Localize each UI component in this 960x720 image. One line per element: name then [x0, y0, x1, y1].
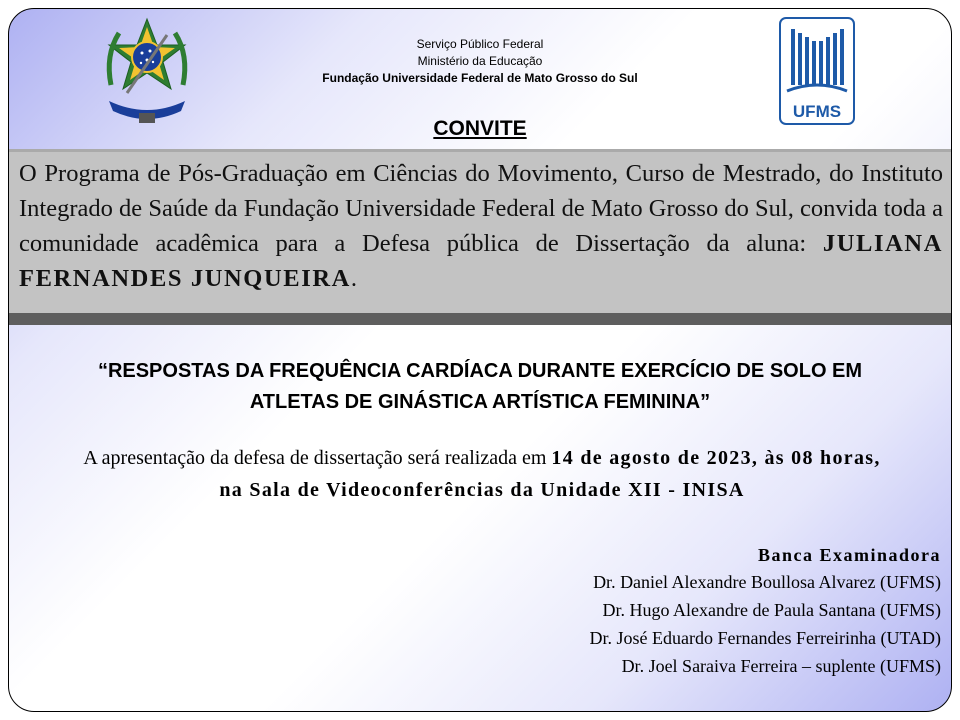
board-member: Dr. Daniel Alexandre Boullosa Alvarez (UFMS) [593, 572, 941, 592]
title-line-2: ATLETAS DE GINÁSTICA ARTÍSTICA FEMININA” [249, 391, 711, 413]
board-member: Dr. Joel Saraiva Ferreira – suplente (UFMS) [621, 656, 941, 676]
board-member: Dr. Hugo Alexandre de Paula Santana (UFMS) [602, 600, 941, 620]
info-prefix: A apresentação da defesa de dissertação será realizada em [83, 447, 547, 469]
dissertation-title [49, 356, 911, 418]
header-line-3: Fundação Universidade Federal de Mato Grosso do Sul [322, 71, 638, 85]
info-details: 14 de agosto de 2023, às 08 horas, na Sala de Videoconferências da Unidade XII - INISA [219, 447, 881, 501]
examining-board [590, 542, 941, 680]
header-line-1: Serviço Público Federal [416, 37, 544, 51]
presentation-info [79, 442, 885, 506]
student-name: JULIANA FERNANDES JUNQUEIRA [19, 230, 943, 292]
invite-text: O Programa de Pós-Graduação em Ciências do Movimento, Curso de Mestrado, do Instituto Integrado de Saúde da Fundação Universidade Federal de Mato Grosso do Sul, convida toda a comunidade acadêmica para a Defesa pública de Dissertação da aluna: [19, 160, 943, 257]
board-member: Dr. José Eduardo Fernandes Ferreirinha (UTAD) [589, 628, 941, 648]
invite-end: . [350, 265, 358, 292]
ufms-logo-icon [779, 17, 855, 125]
header-line-2: Ministério da Educação [417, 54, 543, 68]
divider-bar [9, 313, 951, 325]
board-heading: Banca Examinadora [757, 545, 941, 565]
invite-band [9, 149, 951, 316]
page-title: CONVITE [433, 117, 527, 140]
logo-text: UFMS [792, 102, 842, 121]
invite-paragraph [19, 156, 943, 296]
title-line-1: “RESPOSTAS DA FREQUÊNCIA CARDÍACA DURANTE EXERCÍCIO DE SOLO EM [97, 360, 863, 382]
invitation-card [8, 8, 952, 712]
